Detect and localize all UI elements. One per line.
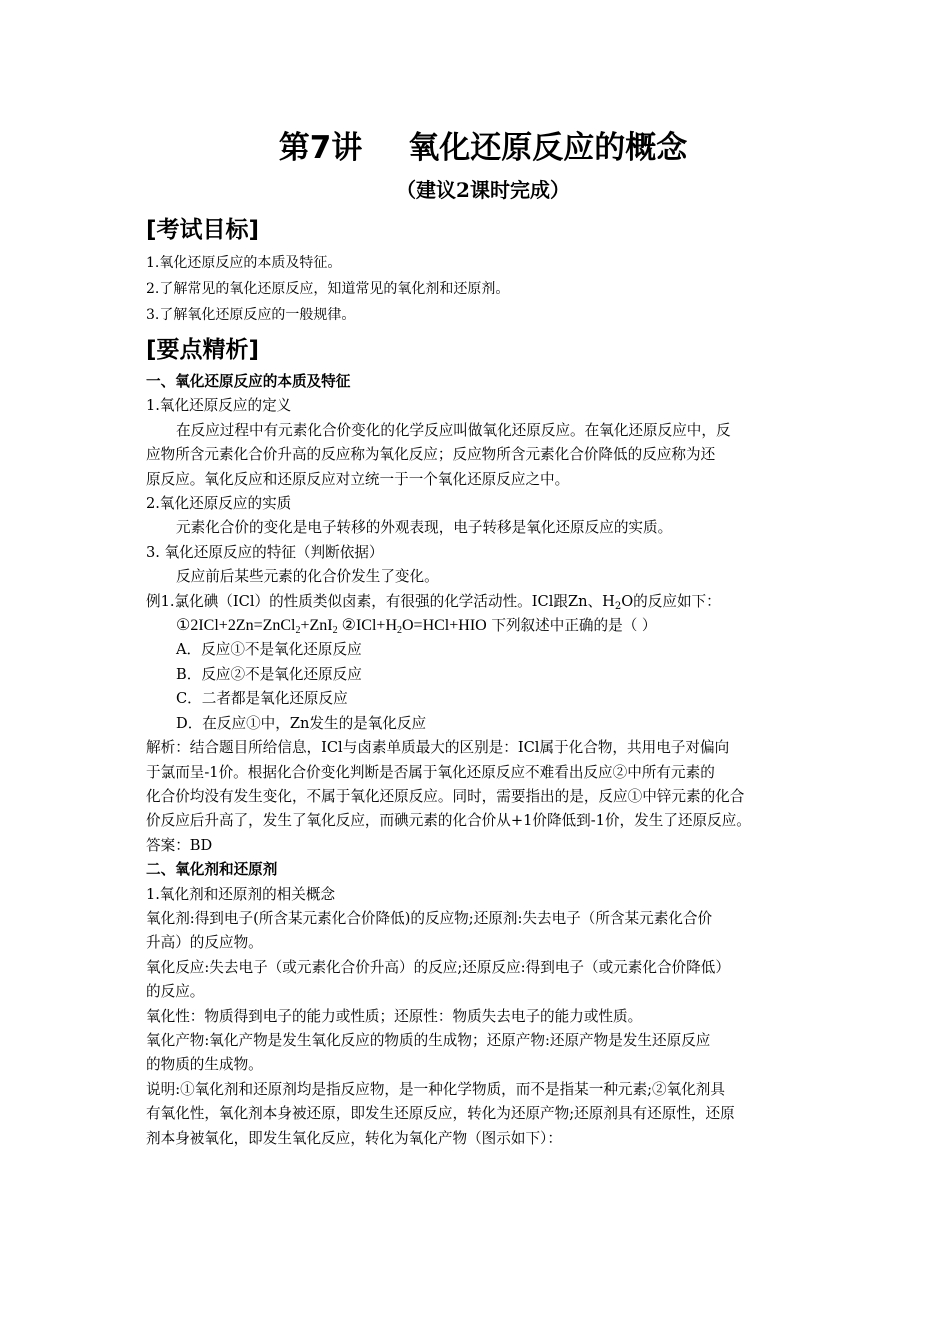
objectives-heading: [考试目标] — [146, 217, 260, 243]
analysis-line: 解析：结合题目所给信息，ICl与卤素单质最大的区别是：ICl属于化合物，共用电子对偏向 — [146, 739, 730, 757]
option-d: D．在反应①中，Zn发生的是氧化反应 — [176, 714, 427, 732]
equation-2: $②ICl+H_2O=HCl+HIO$ — [337, 617, 487, 637]
definition-line: 应物所含元素化合价升高的反应称为氧化反应；反应物所含元素化合价降低的反应称为还 — [146, 446, 716, 464]
definition-line: 原反应。氧化反应和还原反应对立统一于一个氧化还原反应之中。 — [146, 470, 570, 488]
page-title — [146, 128, 820, 168]
concept-line: 的物质的生成物。 — [146, 1056, 263, 1074]
part1-heading: 一、氧化还原反应的本质及特征 — [146, 373, 351, 390]
concept-line: 氧化反应:失去电子（或元素化合价升高）的反应;还原反应:得到电子（或元素化合价降低） — [146, 958, 730, 976]
example-question: 下列叙述中正确的是（ ） — [486, 617, 657, 635]
concept-title: 1.氧化剂和还原剂的相关概念 — [146, 885, 336, 903]
objectives-list — [146, 250, 820, 328]
option-b: B．反应②不是氧化还原反应 — [176, 665, 362, 683]
essence-text: 元素化合价的变化是电子转移的外观表现，电子转移是氧化还原反应的实质。 — [176, 519, 673, 537]
concept-line: 说明:①氧化剂和还原剂均是指反应物，是一种化学物质，而不是指某一种元素;②氧化剂具 — [146, 1080, 725, 1098]
analysis-line: 价反应后升高了，发生了氧化反应，而碘元素的化合价从+1价降低到-1价，发生了还原反应。 — [146, 812, 751, 830]
lecture-number: 第7讲 — [278, 130, 363, 166]
example-stem: 例1.氯化碘（ICl）的性质类似卤素，有很强的化学活动性。ICl跟Zn、$H_2O$的反应如下： — [146, 592, 721, 612]
lecture-title: 氧化还原反应的概念 — [408, 130, 688, 166]
concept-line: 升高）的反应物。 — [146, 934, 263, 952]
concept-line: 氧化性：物质得到电子的能力或性质；还原性：物质失去电子的能力或性质。 — [146, 1007, 643, 1025]
option-a: A．反应①不是氧化还原反应 — [176, 641, 362, 659]
feature-text: 反应前后某些元素的化合价发生了变化。 — [176, 568, 439, 586]
definition-line: 在反应过程中有元素化合价变化的化学反应叫做氧化还原反应。在氧化还原反应中，反 — [176, 421, 731, 439]
concept-line: 氧化剂:得到电子(所含某元素化合价降低)的反应物;还原剂:失去电子（所含某元素化合价 — [146, 909, 713, 927]
analysis-line: 化合价均没有发生变化，不属于氧化还原反应。同时，需要指出的是，反应①中锌元素的化合 — [146, 787, 745, 805]
equation-1: ①2ICl+2Zn=ZnCl$_2$+ZnI$_2$ — [176, 617, 338, 637]
concept-line: 有氧化性，氧化剂本身被还原，即发生还原反应，转化为还原产物;还原剂具有还原性，还原 — [146, 1105, 735, 1123]
concept-line: 的反应。 — [146, 983, 205, 1001]
definition-title: 1.氧化还原反应的定义 — [146, 397, 292, 415]
page-subtitle: （建议2课时完成） — [396, 178, 570, 202]
objective-item: 2.了解常见的氧化还原反应，知道常见的氧化剂和还原剂。 — [146, 281, 510, 297]
feature-title: 3. 氧化还原反应的特征（判断依据） — [146, 543, 384, 561]
concept-line: 剂本身被氧化，即发生氧化反应，转化为氧化产物（图示如下）： — [146, 1129, 562, 1147]
concept-line: 氧化产物:氧化产物是发生氧化反应的物质的生成物；还原产物:还原产物是发生还原反应 — [146, 1031, 711, 1049]
option-c: C．二者都是氧化还原反应 — [176, 690, 348, 708]
analysis-line: 于氯而呈-1价。根据化合价变化判断是否属于氧化还原反应不难看出反应②中所有元素的 — [146, 763, 715, 781]
example-equations — [146, 614, 820, 638]
part2-heading: 二、氧化剂和还原剂 — [146, 861, 278, 879]
objective-item: 1.氧化还原反应的本质及特征。 — [146, 255, 342, 271]
objective-item: 3.了解氧化还原反应的一般规律。 — [146, 307, 356, 323]
answer-line: 答案：BD — [146, 836, 213, 854]
essence-title: 2.氧化还原反应的实质 — [146, 495, 292, 513]
key-points-heading: [要点精析] — [146, 337, 260, 363]
